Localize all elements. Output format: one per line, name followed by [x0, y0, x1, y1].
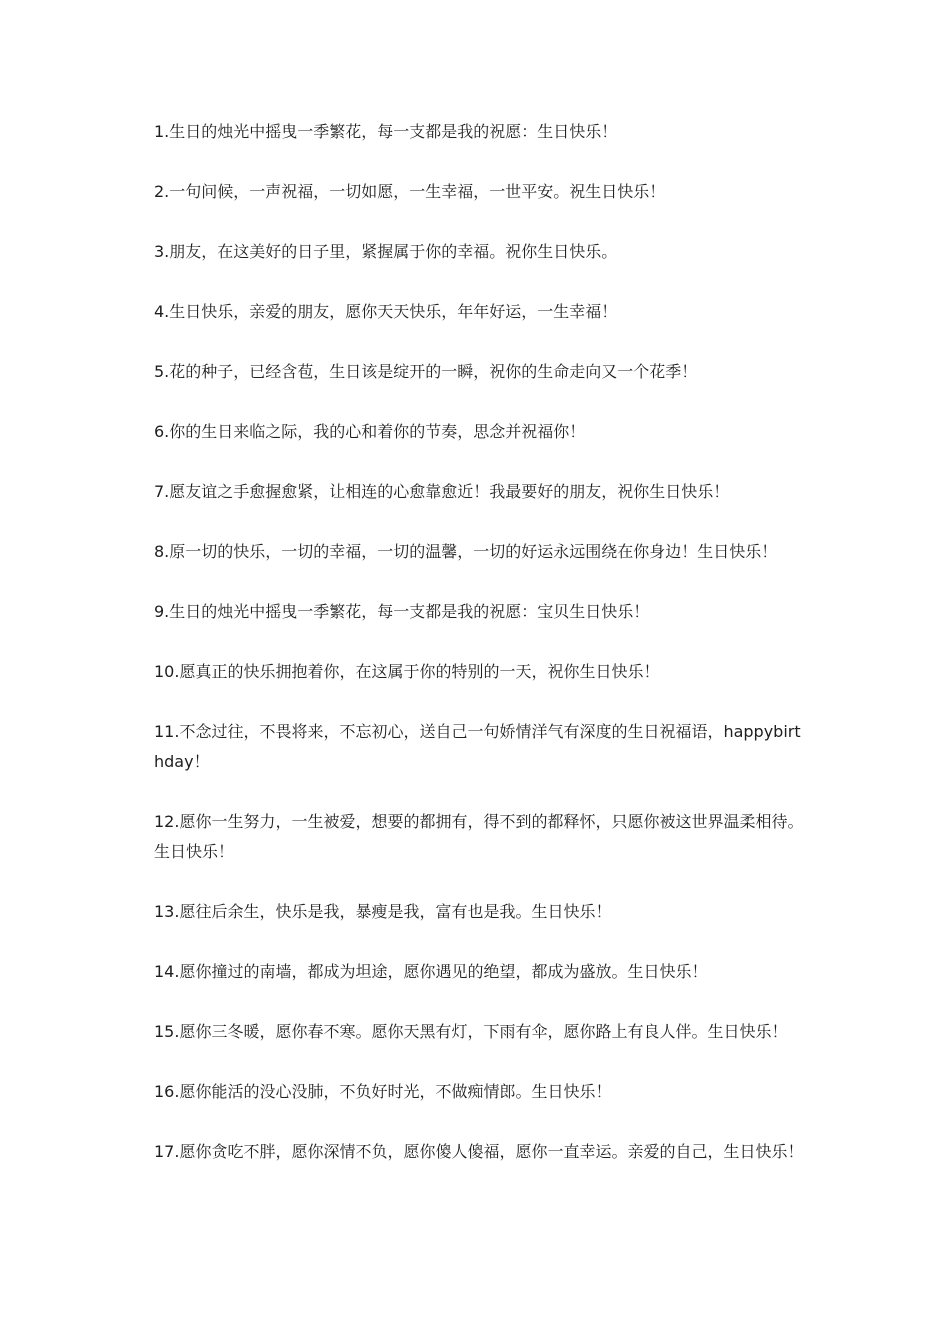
wish-item-14: 14.愿你撞过的南墙，都成为坦途，愿你遇见的绝望，都成为盛放。生日快乐！: [154, 962, 708, 981]
wish-item-4: 4.生日快乐，亲爱的朋友，愿你天天快乐，年年好运，一生幸福！: [154, 302, 618, 321]
wish-item-3: 3.朋友，在这美好的日子里，紧握属于你的幸福。祝你生日快乐。: [154, 242, 618, 261]
wish-item-12: 12.愿你一生努力，一生被爱，想要的都拥有，得不到的都释怀，只愿你被这世界温柔相待。生日快乐！: [154, 812, 804, 861]
wish-item-13: 13.愿往后余生，快乐是我，暴瘦是我，富有也是我。生日快乐！: [154, 902, 612, 921]
wish-item-9: 9.生日的烛光中摇曳一季繁花，每一支都是我的祝愿：宝贝生日快乐！: [154, 602, 650, 621]
wish-item-6: 6.你的生日来临之际，我的心和着你的节奏，思念并祝福你！: [154, 422, 586, 441]
wish-item-15: 15.愿你三冬暖，愿你春不寒。愿你天黑有灯，下雨有伞，愿你路上有良人伴。生日快乐！: [154, 1022, 788, 1041]
wish-item-7: 7.愿友谊之手愈握愈紧，让相连的心愈靠愈近！我最要好的朋友，祝你生日快乐！: [154, 482, 730, 501]
wish-item-5: 5.花的种子，已经含苞，生日该是绽开的一瞬，祝你的生命走向又一个花季！: [154, 362, 698, 381]
wish-item-11: 11.不念过往，不畏将来，不忘初心，送自己一句娇情洋气有深度的生日祝福语，happybirthday！: [154, 722, 801, 771]
wish-item-17: 17.愿你贪吃不胖，愿你深情不负，愿你傻人傻福，愿你一直幸运。亲爱的自己，生日快乐！: [154, 1142, 804, 1161]
wish-list: [154, 117, 810, 1197]
wish-item-1: 1.生日的烛光中摇曳一季繁花，每一支都是我的祝愿：生日快乐！: [154, 122, 618, 141]
wish-item-2: 2.一句问候，一声祝福，一切如愿，一生幸福，一世平安。祝生日快乐！: [154, 182, 666, 201]
wish-item-8: 8.原一切的快乐，一切的幸福，一切的温馨，一切的好运永远围绕在你身边！生日快乐！: [154, 542, 778, 561]
wish-item-16: 16.愿你能活的没心没肺，不负好时光，不做痴情郎。生日快乐！: [154, 1082, 612, 1101]
wish-item-10: 10.愿真正的快乐拥抱着你，在这属于你的特别的一天，祝你生日快乐！: [154, 662, 660, 681]
